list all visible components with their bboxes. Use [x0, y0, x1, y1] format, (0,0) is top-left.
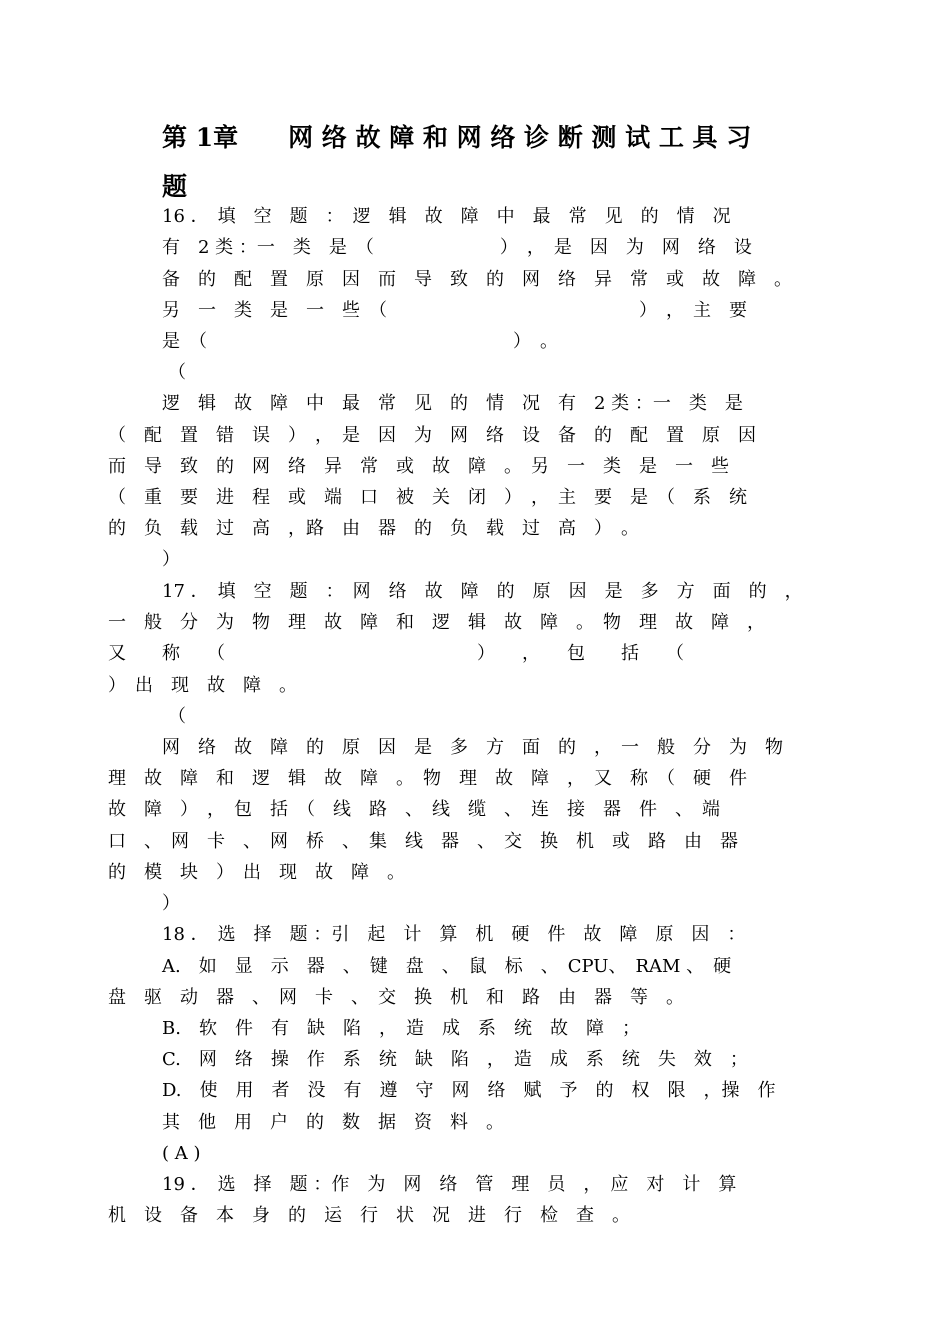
- text-line: （: [168, 362, 186, 383]
- text-line: 理 故 障 和 逻 辑 故 障 。 物 理 故 障 ， 又 称 （ 硬 件: [108, 768, 747, 789]
- text-line: C. 网 络 操 作 系 统 缺 陷 ， 造 成 系 统 失 效 ；: [162, 1049, 748, 1070]
- text-line: 18 ． 选 择 题 ：引 起 计 算 机 硬 件 故 障 原 因 ：: [162, 924, 746, 945]
- text-line: B. 软 件 有 缺 陷 ， 造 成 系 统 故 障 ；: [162, 1018, 640, 1039]
- text-line: 故 障 ） ， 包 括 （ 线 路 、 线 缆 、 连 接 器 件 、 端: [108, 799, 720, 820]
- text-line: （: [168, 706, 186, 727]
- text-line: 的 负 载 过 高 ，路 由 器 的 负 载 过 高 ） 。: [108, 518, 639, 539]
- text-line: 盘 驱 动 器 、 网 卡 、 交 换 机 和 路 由 器 等 。: [108, 987, 684, 1008]
- text-line: ( A ): [162, 1143, 201, 1164]
- chapter-title-line1: 第 1章 网 络 故 障 和 网 络 诊 断 测 试 工 具 习: [162, 123, 752, 152]
- text-line: 19 ． 选 择 题 ：作 为 网 络 管 理 员 ， 应 对 计 算: [162, 1174, 737, 1195]
- text-line: 的 模 块 ） 出 现 故 障 。: [108, 862, 405, 883]
- text-line: 是 （ ） 。: [162, 331, 558, 352]
- text-line: 其 他 用 户 的 数 据 资 料 。: [162, 1112, 504, 1133]
- text-line: 机 设 备 本 身 的 运 行 状 况 进 行 检 查 。: [108, 1205, 630, 1226]
- text-line: 口 、 网 卡 、 网 桥 、 集 线 器 、 交 换 机 或 路 由 器: [108, 831, 738, 852]
- text-line: 一 般 分 为 物 理 故 障 和 逻 辑 故 障 。 物 理 故 障 ，: [108, 612, 765, 633]
- text-line: 又 称 （ ） ， 包 括 （: [108, 643, 684, 664]
- text-line: ）: [162, 893, 180, 914]
- text-line: ）: [162, 549, 180, 570]
- text-line: 备 的 配 置 原 因 而 导 致 的 网 络 异 常 或 故 障 。: [162, 269, 792, 290]
- text-line: 另 一 类 是 一 些 （ ） ， 主 要: [162, 300, 747, 321]
- text-line: 有 2 类 ：一 类 是 （ ） ， 是 因 为 网 络 设: [162, 237, 752, 258]
- chapter-title-line2: 题: [162, 172, 188, 201]
- text-line: （ 重 要 进 程 或 端 口 被 关 闭 ） ， 主 要 是 （ 系 统: [108, 487, 747, 508]
- text-line: 16 ． 填 空 题 ： 逻 辑 故 障 中 最 常 见 的 情 况: [162, 206, 731, 227]
- text-line: 逻 辑 故 障 中 最 常 见 的 情 况 有 2 类 ：一 类 是: [162, 393, 743, 414]
- text-line: 而 导 致 的 网 络 异 常 或 故 障 。 另 一 类 是 一 些: [108, 456, 729, 477]
- text-line: （ 配 置 错 误 ） ， 是 因 为 网 络 设 备 的 配 置 原 因: [108, 425, 756, 446]
- text-line: A. 如 显 示 器 、 键 盘 、 鼠 标 、 CPU、 RAM 、 硬: [162, 956, 732, 977]
- text-line: 17 ． 填 空 题 ： 网 络 故 障 的 原 因 是 多 方 面 的 ，: [162, 581, 803, 602]
- text-line: 网 络 故 障 的 原 因 是 多 方 面 的 ， 一 般 分 为 物: [162, 737, 783, 758]
- text-line: D. 使 用 者 没 有 遵 守 网 络 赋 予 的 权 限 ，操 作: [162, 1080, 776, 1101]
- text-line: ） 出 现 故 障 。: [108, 675, 297, 696]
